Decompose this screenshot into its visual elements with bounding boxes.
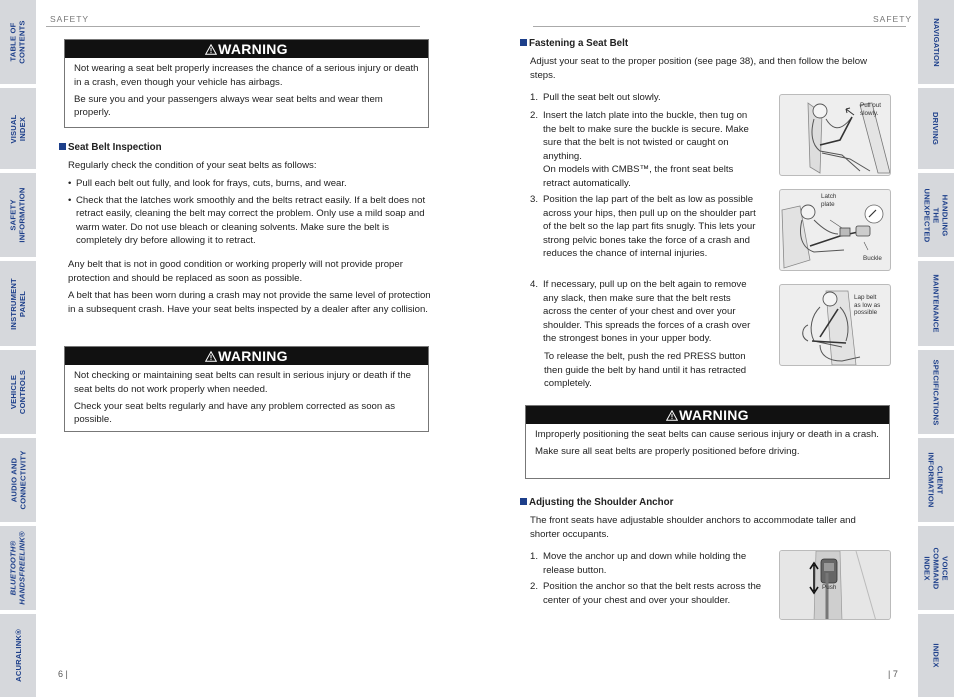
tab-label: DRIVING bbox=[931, 111, 941, 146]
illustration-label: Push bbox=[822, 584, 837, 591]
tab-label: AUDIO AND CONNECTIVITY bbox=[9, 450, 27, 510]
section-marker bbox=[59, 143, 66, 150]
section-title-fastening bbox=[520, 38, 628, 49]
step-number: 1. bbox=[530, 92, 539, 103]
tab-label: TABLE OF CONTENTS bbox=[9, 20, 27, 64]
tab-client-information[interactable] bbox=[918, 438, 954, 524]
tab-specifications[interactable] bbox=[918, 350, 954, 436]
tab-navigation[interactable] bbox=[918, 0, 954, 86]
tab-bluetooth-handsfreelink[interactable] bbox=[0, 526, 36, 612]
tab-label: HANDLING THE UNEXPECTED bbox=[922, 188, 950, 242]
step-text: Position the anchor so that the belt rests across the center of your chest and over your shoulder. bbox=[543, 581, 762, 606]
illustration-label: Lap belt as low as possible bbox=[854, 294, 881, 316]
page-number: 6 | bbox=[58, 669, 68, 679]
section-marker bbox=[520, 498, 527, 505]
fastening-intro: Adjust your seat to the proper position (see page 38), and then follow the below steps. bbox=[530, 56, 868, 81]
release-note: To release the belt, push the red PRESS button then guide the belt by hand until it has retracted completely. bbox=[544, 351, 747, 389]
inspection-paragraph: Any belt that is not in good condition or working properly will not provide proper protection and should be replaced as soon as possible. bbox=[68, 259, 403, 284]
section-title-seat-belt-inspection bbox=[59, 142, 162, 153]
tab-label: INSTRUMENT PANEL bbox=[9, 277, 27, 330]
step-number: 2. bbox=[530, 110, 539, 121]
tab-label: NAVIGATION bbox=[931, 17, 941, 67]
fastening-steps bbox=[530, 91, 765, 351]
illustration-label: Buckle bbox=[863, 255, 882, 262]
warning-triangle-icon bbox=[205, 351, 217, 362]
tab-vehicle-controls[interactable] bbox=[0, 350, 36, 436]
tab-label: INDEX bbox=[931, 643, 941, 668]
anchor-steps bbox=[530, 550, 765, 610]
anchor-intro: The front seats have adjustable shoulder anchors to accommodate taller and shorter occupants. bbox=[530, 515, 856, 540]
section-title-text: Seat Belt Inspection bbox=[68, 142, 162, 153]
header-divider bbox=[46, 26, 420, 27]
tab-instrument-panel[interactable] bbox=[0, 261, 36, 348]
step-text: Move the anchor up and down while holding the release button. bbox=[543, 551, 747, 576]
latch-buckle-illustration bbox=[779, 189, 891, 271]
tab-maintenance[interactable] bbox=[918, 261, 954, 348]
tab-driving[interactable] bbox=[918, 88, 954, 171]
list-item: • Check that the latches work smoothly and the belts retract easily. If a belt does not retract easily, cleaning the belt may correct the problem. Only use a mild soap and warm water. Do not use bleach or cleaning solvents. Make sure the belt is completely dry before allowing it to retract. bbox=[68, 194, 434, 248]
warning-text: Check your seat belts regularly and have any problem corrected as soon as possible. bbox=[74, 400, 396, 425]
list-item: • Pull each belt out fully, and look for frays, cuts, burns, and wear. bbox=[68, 177, 434, 191]
tab-voice-command-index[interactable] bbox=[918, 526, 954, 612]
step-number: 4. bbox=[530, 279, 539, 290]
warning-title: WARNING bbox=[218, 41, 288, 57]
pull-belt-illustration bbox=[779, 94, 891, 176]
tab-audio-and-connectivity[interactable] bbox=[0, 438, 36, 524]
warning-box-positioning bbox=[525, 405, 890, 479]
tab-index[interactable] bbox=[918, 614, 954, 699]
tab-label: BLUETOOTH® HANDSFREELINK® bbox=[9, 531, 27, 605]
warning-title: WARNING bbox=[679, 407, 749, 423]
warning-box-belt-use bbox=[64, 39, 429, 128]
section-title-text: Adjusting the Shoulder Anchor bbox=[529, 497, 674, 508]
illustration-label: Pull out slowly. bbox=[860, 102, 882, 117]
tab-visual-index[interactable] bbox=[0, 88, 36, 171]
warning-text: Not wearing a seat belt properly increases the chance of a serious injury or death in a crash, even though your vehicle has airbags. bbox=[74, 63, 419, 88]
warning-text: Be sure you and your passengers always wear seat belts and wear them properly. bbox=[74, 93, 383, 118]
step-number: 2. bbox=[530, 581, 539, 592]
tab-acuralink[interactable] bbox=[0, 614, 36, 699]
section-title-shoulder-anchor bbox=[520, 497, 673, 508]
inspection-intro: Regularly check the condition of your seat belts as follows: bbox=[68, 160, 317, 171]
warning-text: Make sure all seat belts are properly positioned before driving. bbox=[535, 446, 800, 457]
lap-belt-illustration bbox=[779, 284, 891, 366]
warning-header bbox=[526, 406, 889, 424]
warning-title: WARNING bbox=[218, 348, 288, 364]
step-text: If necessary, pull up on the belt again to remove any slack, then make sure that the belt rests across the center of your chest and over your shoulder. This spreads the forces of a crash over the strongest bones in your upper body. bbox=[543, 279, 751, 344]
tab-label: SPECIFICATIONS bbox=[931, 359, 941, 425]
section-title-text: Fastening a Seat Belt bbox=[529, 38, 629, 49]
tab-label: ACURALINK® bbox=[13, 629, 23, 682]
tab-label: VISUAL INDEX bbox=[9, 113, 27, 144]
tab-label: MAINTENANCE bbox=[931, 274, 941, 333]
warning-header bbox=[65, 347, 428, 365]
inspection-checklist bbox=[68, 177, 434, 251]
tab-table-of-contents[interactable] bbox=[0, 0, 36, 86]
right-page-header: SAFETY bbox=[873, 14, 913, 24]
tab-handling-the-unexpected[interactable] bbox=[918, 173, 954, 259]
tab-label: SAFETY INFORMATION bbox=[9, 187, 27, 243]
step-number: 1. bbox=[530, 551, 539, 562]
left-page-header: SAFETY bbox=[50, 14, 90, 24]
header-divider bbox=[533, 26, 906, 27]
warning-text: Not checking or maintaining seat belts can result in serious injury or death if the seat belts do not work properly when needed. bbox=[74, 370, 412, 395]
warning-box-maintenance bbox=[64, 346, 429, 432]
tab-safety-information[interactable] bbox=[0, 173, 36, 259]
tab-label: VOICE COMMAND INDEX bbox=[922, 547, 950, 589]
section-marker bbox=[520, 39, 527, 46]
warning-text: Improperly positioning the seat belts can cause serious injury or death in a crash. bbox=[535, 429, 879, 440]
step-text: Pull the seat belt out slowly. bbox=[543, 92, 661, 103]
warning-triangle-icon bbox=[666, 410, 678, 421]
step-number: 3. bbox=[530, 194, 539, 205]
left-section-tabs bbox=[0, 0, 36, 699]
warning-header bbox=[65, 40, 428, 58]
step-text: Position the lap part of the belt as low as possible across your hips, then pull up on the shoulder part of the belt so the lap part fits snugly. This lets your strong pelvic bones take the force of a crash and reduces the chance of internal injuries. bbox=[543, 194, 756, 259]
illustration-label: Latch plate bbox=[821, 193, 837, 208]
right-section-tabs bbox=[918, 0, 954, 699]
inspection-paragraph: A belt that has been worn during a crash may not provide the same level of protection in a subsequent crash. Have your seat belts inspected by a dealer after any collision. bbox=[68, 290, 431, 315]
tab-label: CLIENT INFORMATION bbox=[927, 452, 945, 508]
shoulder-anchor-illustration bbox=[779, 550, 891, 620]
step-text: Insert the latch plate into the buckle, then tug on the belt to make sure the buckle is secure. Make sure that the belt is not twisted or caught on anything. On models with CMBS™, the front seat belts retract automatically. bbox=[543, 110, 749, 189]
tab-label: VEHICLE CONTROLS bbox=[9, 369, 27, 415]
page-number: | 7 bbox=[888, 669, 898, 679]
warning-triangle-icon bbox=[205, 44, 217, 55]
